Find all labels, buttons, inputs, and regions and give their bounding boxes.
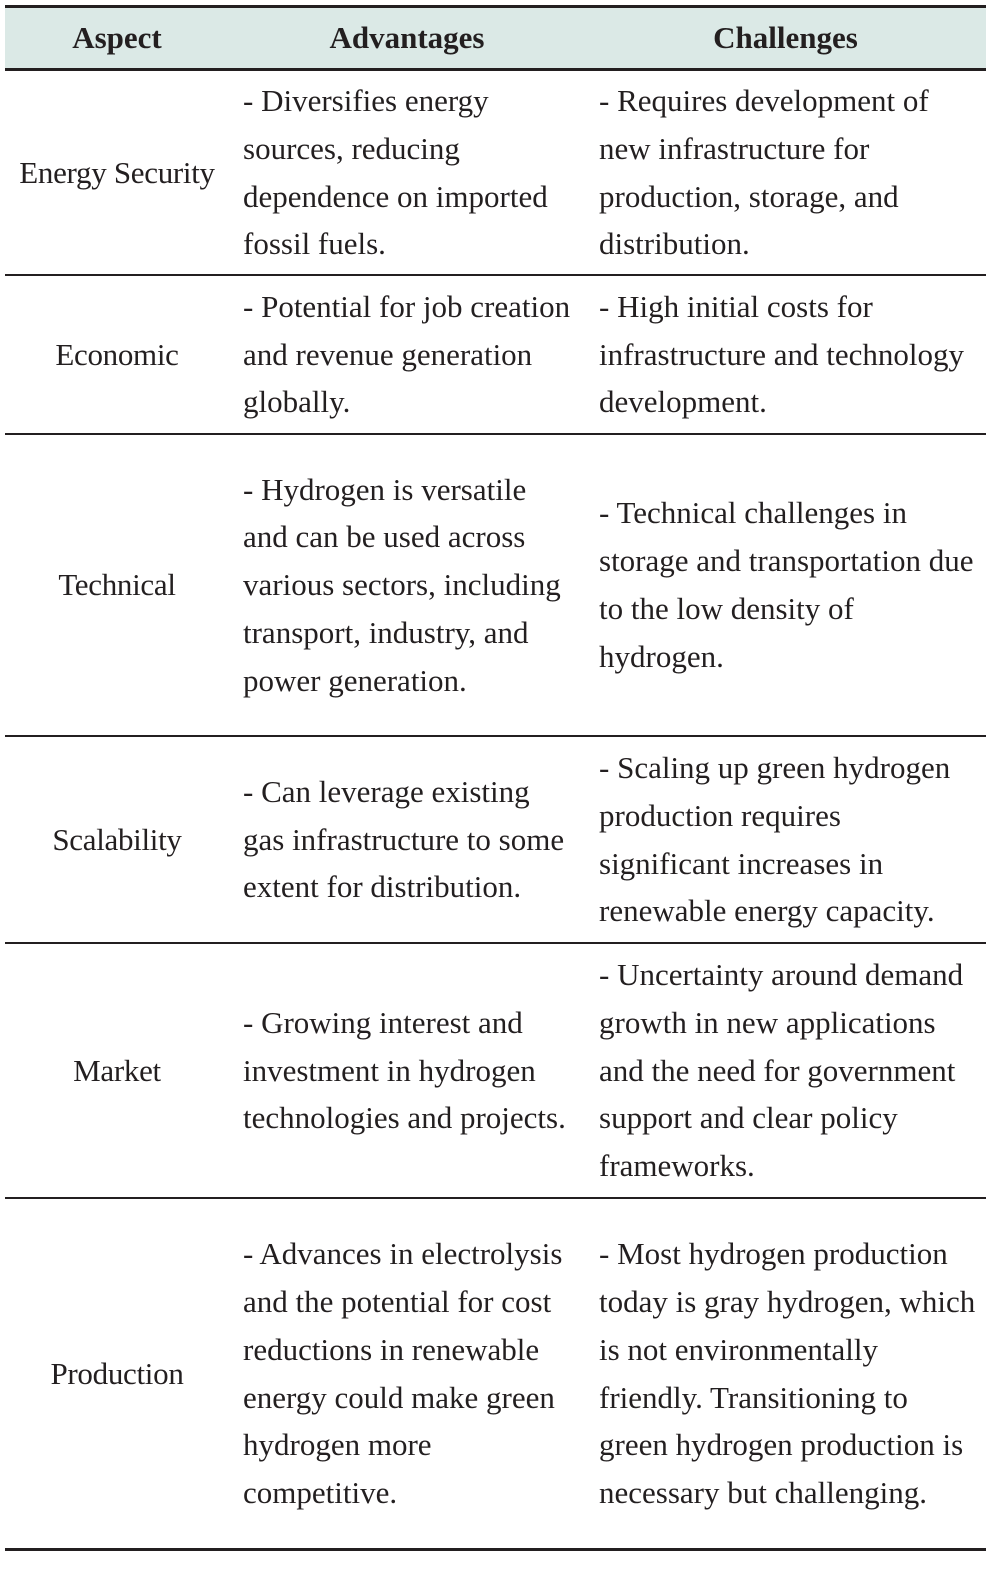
cell-advantages (229, 434, 585, 736)
table-row (5, 70, 986, 276)
table-row (5, 736, 986, 943)
cell-aspect (5, 736, 229, 943)
aspect-text: Economic (55, 336, 179, 372)
cell-aspect (5, 434, 229, 736)
challenges-text: - Requires development of new infrastructure for production, storage, and distribution. (599, 82, 929, 262)
cell-aspect (5, 943, 229, 1198)
cell-aspect (5, 70, 229, 276)
header-challenges: Challenges (585, 7, 986, 70)
cell-advantages (229, 943, 585, 1198)
advantages-text: - Diversifies energy sources, reducing dependence on imported fossil fuels. (243, 82, 548, 262)
cell-challenges (585, 275, 986, 434)
header-advantages: Advantages (229, 7, 585, 70)
header-aspect: Aspect (5, 7, 229, 70)
challenges-text: - Most hydrogen production today is gray hydrogen, which is not environmentally friendly. Transitioning to green hydrogen production is necessary but challenging. (599, 1236, 976, 1511)
aspect-text: Scalability (52, 821, 182, 857)
cell-advantages (229, 70, 585, 276)
challenges-text: - Scaling up green hydrogen production requires significant increases in renewable energy capacity. (599, 749, 951, 929)
advantages-text: - Can leverage existing gas infrastructure to some extent for distribution. (243, 773, 565, 905)
advantages-text: - Hydrogen is versatile and can be used across various sectors, including transport, industry, and power generation. (243, 471, 561, 698)
cell-aspect (5, 1198, 229, 1550)
challenges-text: - Uncertainty around demand growth in new applications and the need for government support and clear policy frameworks. (599, 957, 964, 1184)
advantages-text: - Advances in electrolysis and the potential for cost reductions in renewable energy could make green hydrogen more competitive. (243, 1236, 563, 1511)
cell-advantages (229, 736, 585, 943)
challenges-text: - Technical challenges in storage and transportation due to the low density of hydrogen. (599, 495, 974, 674)
aspect-text: Energy Security (19, 154, 215, 190)
cell-advantages (229, 275, 585, 434)
aspect-text: Market (73, 1052, 161, 1088)
cell-aspect (5, 275, 229, 434)
cell-challenges (585, 70, 986, 276)
cell-challenges (585, 943, 986, 1198)
cell-challenges (585, 736, 986, 943)
advantages-text: - Potential for job creation and revenue generation globally. (243, 288, 571, 420)
aspect-text: Technical (58, 567, 176, 603)
table-row (5, 1198, 986, 1550)
cell-challenges (585, 434, 986, 736)
aspect-text: Production (50, 1355, 184, 1391)
comparison-table-container (5, 5, 986, 1551)
header-row (5, 7, 986, 70)
table-row (5, 943, 986, 1198)
cell-challenges (585, 1198, 986, 1550)
hydrogen-comparison-table (5, 5, 986, 1551)
challenges-text: - High initial costs for infrastructure and technology development. (599, 288, 964, 420)
table-row (5, 434, 986, 736)
table-row (5, 275, 986, 434)
advantages-text: - Growing interest and investment in hydrogen technologies and projects. (243, 1004, 566, 1136)
table-header (5, 7, 986, 70)
table-body (5, 70, 986, 1550)
cell-advantages (229, 1198, 585, 1550)
